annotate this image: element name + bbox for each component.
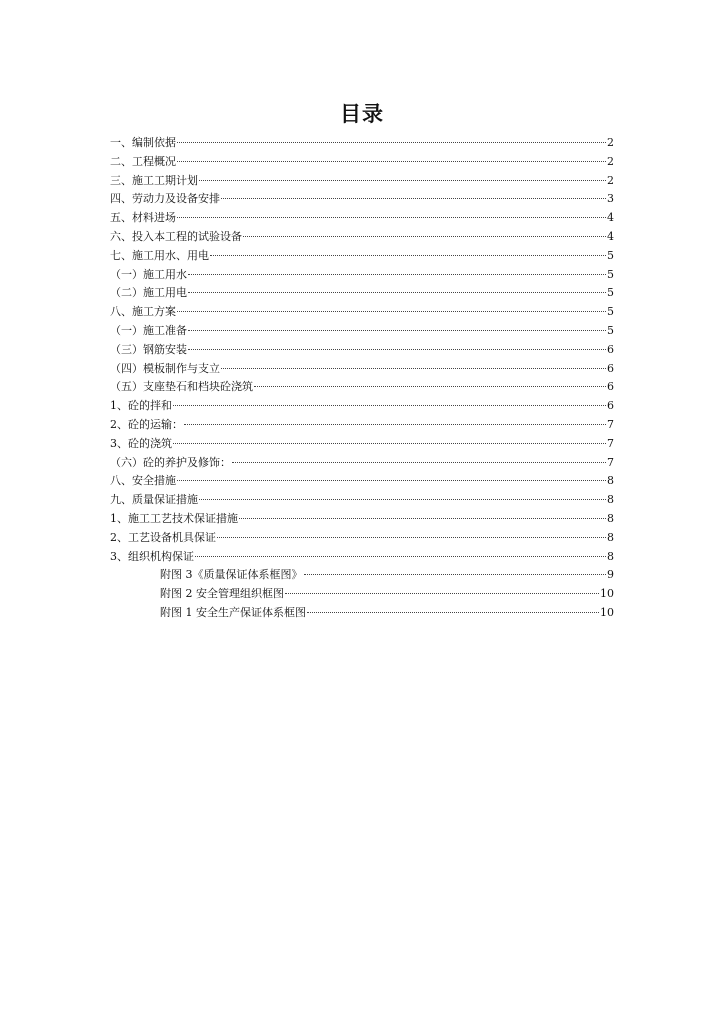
- toc-entry[interactable]: [110, 604, 614, 623]
- toc-dot-leader: [304, 574, 607, 575]
- toc-entry[interactable]: [110, 190, 614, 209]
- toc-entry-label: 三、施工工期计划: [110, 173, 198, 187]
- toc-entry-page-number: 6: [607, 361, 614, 375]
- toc-entry[interactable]: [110, 284, 614, 303]
- toc-entry-page-number: 5: [607, 267, 614, 281]
- toc-entry-page-number: 6: [607, 342, 614, 356]
- toc-entry-label: 六、投入本工程的试验设备: [110, 229, 242, 243]
- toc-entry-page-number: 10: [600, 587, 614, 601]
- toc-dot-leader: [188, 349, 606, 350]
- toc-entry-label: 八、安全措施: [110, 474, 176, 488]
- toc-entry-page-number: 6: [607, 399, 614, 413]
- toc-dot-leader: [199, 499, 606, 500]
- toc-entry-page-number: 2: [607, 154, 614, 168]
- toc-dot-leader: [239, 518, 606, 519]
- toc-entry-label: （四）模板制作与支立: [110, 361, 220, 375]
- toc-entry-label: （五）支座垫石和档块砼浇筑: [110, 380, 253, 394]
- toc-entry[interactable]: [110, 510, 614, 529]
- toc-entry-label: 附图 1 安全生产保证体系框图: [160, 605, 306, 619]
- toc-entry-label: （一）施工准备: [110, 323, 187, 337]
- toc-entry-page-number: 5: [607, 305, 614, 319]
- toc-dot-leader: [173, 405, 606, 406]
- toc-entry-label: （三）钢筋安装: [110, 342, 187, 356]
- toc-entry-label: 3、砼的浇筑: [110, 436, 172, 450]
- toc-dot-leader: [221, 198, 606, 199]
- toc-entry-page-number: 9: [607, 568, 614, 582]
- toc-dot-leader: [177, 480, 606, 481]
- toc-entry-page-number: 5: [607, 248, 614, 262]
- toc-entry-label: 2、工艺设备机具保证: [110, 530, 216, 544]
- toc-entry-page-number: 7: [607, 417, 614, 431]
- toc-entry[interactable]: [110, 529, 614, 548]
- toc-dot-leader: [188, 292, 606, 293]
- toc-entry-label: 1、施工工艺技术保证措施: [110, 511, 238, 525]
- toc-dot-leader: [177, 142, 606, 143]
- toc-entry-label: 2、砼的运输：: [110, 417, 183, 431]
- toc-entry-label: 九、质量保证措施: [110, 493, 198, 507]
- toc-entry[interactable]: [110, 472, 614, 491]
- toc-entry-label: （二）施工用电: [110, 286, 187, 300]
- toc-dot-leader: [254, 386, 606, 387]
- toc-entry[interactable]: [110, 360, 614, 379]
- toc-entry-page-number: 7: [607, 455, 614, 469]
- toc-entry[interactable]: [110, 548, 614, 567]
- toc-entry-page-number: 2: [607, 173, 614, 187]
- toc-entry-page-number: 4: [607, 229, 614, 243]
- toc-entry[interactable]: [110, 341, 614, 360]
- toc-entry-page-number: 10: [600, 605, 614, 619]
- toc-entry-label: 3、组织机构保证: [110, 549, 194, 563]
- toc-dot-leader: [217, 537, 606, 538]
- toc-entry-page-number: 5: [607, 286, 614, 300]
- toc-entry[interactable]: [110, 435, 614, 454]
- toc-title: 目录: [340, 102, 384, 126]
- toc-entry-page-number: 8: [607, 530, 614, 544]
- toc-dot-leader: [307, 612, 599, 613]
- toc-entry-label: 五、材料进场: [110, 211, 176, 225]
- toc-entry[interactable]: [110, 416, 614, 435]
- toc-dot-leader: [285, 593, 599, 594]
- toc-entry-page-number: 4: [607, 211, 614, 225]
- toc-entry-label: 二、工程概况: [110, 154, 176, 168]
- toc-entry[interactable]: [110, 322, 614, 341]
- toc-entry-label: 一、编制依据: [110, 136, 176, 149]
- toc-entry-label: （六）砼的养护及修饰：: [110, 455, 231, 469]
- toc-entry[interactable]: [110, 378, 614, 397]
- toc-entry-label: 四、劳动力及设备安排: [110, 192, 220, 206]
- toc-entry-label: 1、砼的拌和: [110, 399, 172, 413]
- toc-dot-leader: [210, 255, 606, 256]
- toc-dot-leader: [199, 180, 606, 181]
- toc-entry-page-number: 2: [607, 136, 614, 149]
- toc-dot-leader: [173, 443, 606, 444]
- toc-entry-label: （一）施工用水: [110, 267, 187, 281]
- toc-entry-page-number: 8: [607, 511, 614, 525]
- toc-entry[interactable]: [110, 266, 614, 285]
- toc-entry[interactable]: [110, 153, 614, 172]
- toc-entry[interactable]: [110, 228, 614, 247]
- toc-dot-leader: [188, 330, 606, 331]
- toc-entry[interactable]: [110, 454, 614, 473]
- toc-dot-leader: [188, 274, 606, 275]
- toc-entry[interactable]: [110, 172, 614, 191]
- toc-entry[interactable]: [110, 585, 614, 604]
- toc-entry-page-number: 5: [607, 323, 614, 337]
- toc-entry-page-number: 3: [607, 192, 614, 206]
- toc-entry-label: 七、施工用水、用电: [110, 248, 209, 262]
- toc-entry-page-number: 8: [607, 474, 614, 488]
- toc-list: [110, 134, 614, 623]
- toc-entry-page-number: 8: [607, 493, 614, 507]
- toc-dot-leader: [195, 556, 606, 557]
- toc-entry[interactable]: [110, 397, 614, 416]
- toc-entry-label: 八、施工方案: [110, 305, 176, 319]
- toc-entry[interactable]: [110, 566, 614, 585]
- toc-dot-leader: [243, 236, 606, 237]
- toc-dot-leader: [184, 424, 606, 425]
- toc-entry-label: 附图 3《质量保证体系框图》: [160, 568, 303, 582]
- toc-entry-page-number: 6: [607, 380, 614, 394]
- toc-entry[interactable]: [110, 134, 614, 153]
- toc-entry-page-number: 8: [607, 549, 614, 563]
- toc-entry-page-number: 7: [607, 436, 614, 450]
- toc-dot-leader: [221, 368, 606, 369]
- toc-dot-leader: [177, 161, 606, 162]
- toc-entry[interactable]: [110, 247, 614, 266]
- toc-entry[interactable]: [110, 303, 614, 322]
- toc-entry[interactable]: [110, 209, 614, 228]
- toc-entry[interactable]: [110, 491, 614, 510]
- toc-dot-leader: [232, 462, 606, 463]
- toc-dot-leader: [177, 311, 606, 312]
- toc-entry-label: 附图 2 安全管理组织框图: [160, 587, 284, 601]
- toc-dot-leader: [177, 217, 606, 218]
